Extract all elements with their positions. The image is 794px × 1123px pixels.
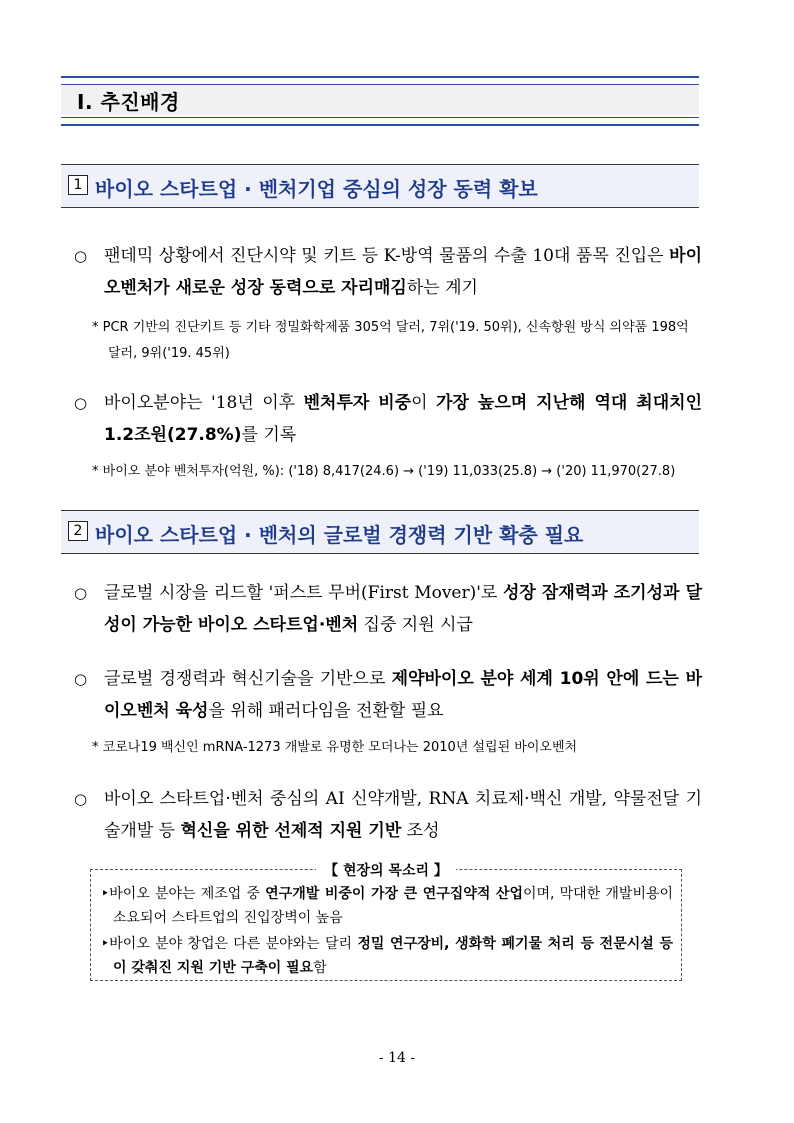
chapter-header [61,76,699,124]
s1-note-2-text: 바이오 분야 벤처투자(억원, %): ('18) 8,417(24.6) → ('19) 11,033(25.8) → ('20) 11,970(27.8) [102,464,676,479]
voice-item-2 [101,932,673,980]
s1-note-1 [92,315,702,367]
s1-b1-text: 팬데믹 상황에서 진단시약 및 키트 등 K-방역 물품의 수출 10대 품목 진입은 [104,246,670,266]
chapter-rule-top [61,76,699,85]
s1-b2-text-2: 이 [411,393,437,413]
section-1-title: 바이오 스타트업 · 벤처기업 중심의 성장 동력 확보 [95,177,538,201]
bullet-marker: ○ [74,394,88,412]
chapter-rule-bottom [61,117,699,126]
bullet-marker: ○ [74,790,88,808]
s2-note-1 [92,735,702,761]
s2-bullet-1 [74,577,702,641]
s1-note-1-text: PCR 기반의 진단키트 등 기타 정밀화학제품 305억 달러, 7위('19. 50위), 신속항원 방식 의약품 198억 달러, 9위('19. 45위) [102,320,689,361]
s1-bullet-2 [74,387,702,451]
note-marker: * [92,464,99,479]
s1-note-2 [92,459,702,485]
triangle-bullet-icon: ‣ [101,936,110,952]
voice-item-1-emphasis: 연구개발 비중이 가장 큰 연구집약적 산업 [265,886,523,902]
page-number: - 14 - [378,1050,416,1066]
s2-b1-text: 글로벌 시장을 리드할 '퍼스트 무버(First Mover)'로 [104,583,503,603]
note-marker: * [92,740,99,755]
s2-b3-emphasis: 혁신을 위한 선제적 지원 기반 [180,821,402,841]
s1-b2-emphasis-2: 가장 높으며 지난해 역대 최대치인 1.2조원 [104,393,702,445]
s1-bullet-1 [74,240,702,304]
s1-b2-emphasis-3: (27.8%) [166,425,242,445]
note-marker: * [92,320,99,335]
section-2-title: 바이오 스타트업 · 벤처의 글로벌 경쟁력 기반 확충 필요 [95,523,584,547]
s2-note-1-text: 코로나19 백신인 mRNA-1273 개발로 유명한 모더나는 2010년 설립된 바이오벤처 [102,740,578,755]
voice-item-1-text-end: 이며, 막대한 개발비용이 소요되어 스타트업의 진입장벽이 높음 [113,886,674,926]
voice-item-1-text: 바이오 분야는 제조업 중 [109,886,266,902]
s2-bullet-2 [74,663,702,727]
voice-box-title: 【 현장의 목소리 】 [316,863,456,879]
s2-b2-text: 글로벌 경쟁력과 혁신기술을 기반으로 [104,669,392,689]
s2-bullet-3 [74,783,702,847]
bullet-marker: ○ [74,247,88,265]
section-1-header [61,164,699,208]
s2-b1-emphasis: 성장 잠재력과 조기성과 달성이 가능한 바이오 스타트업·벤처 [104,583,702,635]
s2-b2-emphasis: 제약바이오 분야 세계 10위 안에 드는 바이오벤처 육성 [104,669,702,721]
s2-b3-text-end: 조성 [401,821,440,841]
s2-b2-text-end: 을 위해 패러다임을 전환할 필요 [208,701,444,721]
s2-b1-text-end: 집중 지원 시급 [358,615,473,635]
s1-b1-emphasis: 바이오벤처가 새로운 성장 동력으로 자리매김 [104,246,702,298]
voice-item-1 [101,882,673,930]
field-voice-box [90,863,682,981]
bullet-marker: ○ [74,584,88,602]
bullet-marker: ○ [74,670,88,688]
voice-box-title-wrap [91,860,681,880]
s1-b1-text-end: 하는 계기 [406,278,478,298]
section-1-number: 1 [68,175,88,195]
s1-b2-text-end: 를 기록 [241,425,297,445]
s1-b2-emphasis-1: 벤처투자 비중 [303,393,412,413]
s1-b2-text: 바이오분야는 '18년 이후 [104,393,304,413]
chapter-title: Ⅰ. 추진배경 [77,90,180,114]
voice-item-2-text-end: 함 [313,960,327,976]
s2-b3-text: 바이오 스타트업·벤처 중심의 AI 신약개발, RNA 치료제·백신 개발, 약물전달 기술개발 등 [104,789,702,841]
voice-item-2-text: 바이오 분야 창업은 다른 분야와는 달리 [109,936,358,952]
section-2-number: 2 [68,521,88,541]
triangle-bullet-icon: ‣ [101,886,110,902]
section-2-header [61,510,699,554]
voice-item-2-emphasis: 정밀 연구장비, 생화학 폐기물 처리 등 전문시설 등이 갖춰진 지원 기반 구축이 필요 [113,936,673,976]
